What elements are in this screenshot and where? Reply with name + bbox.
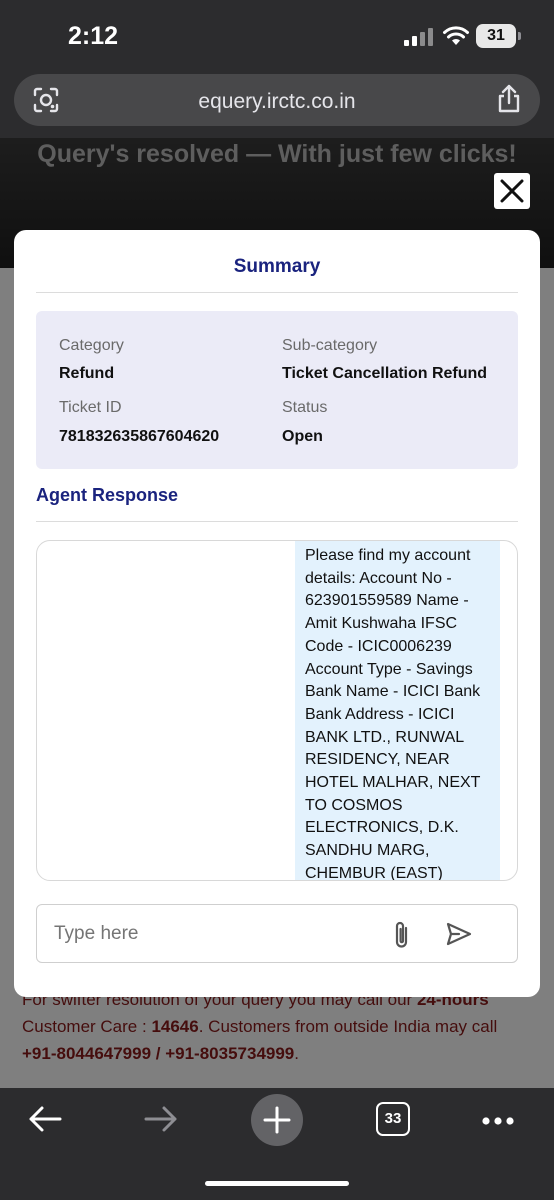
subcategory-value: Ticket Cancellation Refund	[282, 365, 488, 382]
status-label: Status	[282, 399, 328, 416]
wifi-icon	[442, 25, 470, 47]
agent-response-title: Agent Response	[36, 485, 179, 505]
plus-icon	[263, 1106, 291, 1134]
cellular-signal-icon	[404, 28, 434, 46]
send-icon[interactable]	[445, 921, 473, 947]
paperclip-icon[interactable]	[389, 919, 415, 951]
chat-message-bubble: Please find my account details: Account No - 623901559589 Name - Amit Kushwaha IFSC Code - ICIC0006239 Account Type - Savings Bank Name - ICICI Bank Bank Address - ICICI BANK LTD., RUNWAL RESIDENCY, NEAR HOTEL MALHAR, NEXT TO COSMOS ELECTRONICS, D.K. SANDHU MARG, CHEMBUR (EAST)	[295, 541, 500, 881]
more-icon[interactable]	[481, 1116, 515, 1126]
status-time: 2:12	[68, 22, 119, 50]
close-button[interactable]	[494, 173, 530, 209]
forward-arrow-icon[interactable]	[143, 1104, 179, 1134]
share-icon[interactable]	[496, 84, 522, 114]
tab-switcher-button[interactable]: 33	[376, 1102, 410, 1136]
status-value: Open	[282, 428, 323, 445]
home-indicator	[205, 1181, 349, 1186]
chat-thread[interactable]	[36, 540, 518, 881]
divider	[36, 292, 518, 293]
subcategory-label: Sub-category	[282, 337, 378, 354]
ticket-id-label: Ticket ID	[59, 399, 122, 416]
browser-toolbar	[0, 1088, 554, 1200]
category-label: Category	[59, 337, 124, 354]
close-icon	[498, 177, 526, 205]
url-text[interactable]: equery.irctc.co.in	[198, 90, 356, 113]
status-bar	[0, 0, 554, 68]
category-value: Refund	[59, 365, 115, 382]
message-input-container	[36, 904, 518, 963]
summary-modal	[14, 230, 540, 997]
message-input[interactable]	[54, 919, 374, 949]
ticket-id-value: 781832635867604620	[59, 428, 220, 445]
address-bar[interactable]	[14, 74, 540, 126]
modal-title: Summary	[233, 256, 321, 277]
battery-indicator: 31	[476, 24, 516, 48]
new-tab-button[interactable]	[251, 1094, 303, 1146]
divider	[36, 521, 518, 522]
summary-box	[36, 311, 518, 469]
browser-address-area	[0, 68, 554, 138]
back-arrow-icon[interactable]	[27, 1104, 63, 1134]
